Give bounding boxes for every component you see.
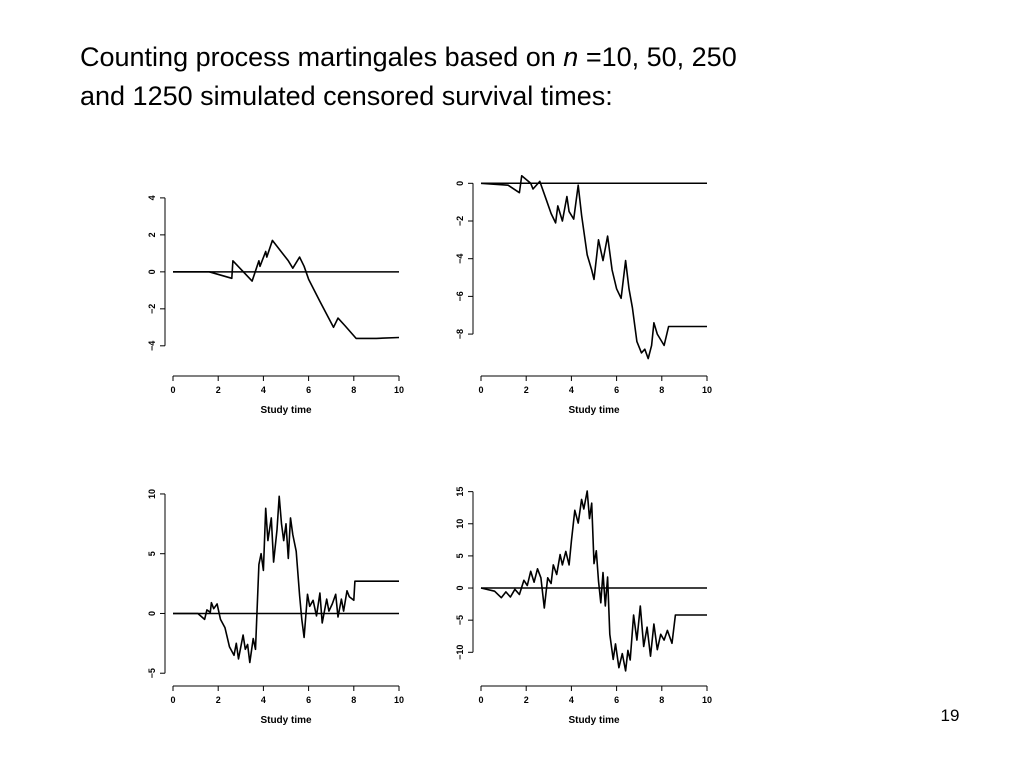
slide-title [80, 38, 960, 116]
chart-n250 [125, 470, 415, 770]
title-text-2: =10, 50, 250 [578, 42, 737, 72]
y-tick-label: −4 [147, 340, 157, 351]
x-axis-label: Study time [568, 715, 620, 726]
x-tick-label: 10 [701, 695, 713, 705]
page-number: 19 [940, 706, 960, 725]
y-tick-label: 2 [147, 232, 157, 238]
x-tick-label: 10 [701, 385, 713, 395]
y-tick-label: 0 [455, 180, 465, 186]
x-tick-label: 6 [306, 385, 312, 395]
martingale-path [173, 496, 399, 662]
y-tick-label: 0 [147, 610, 157, 616]
y-tick-label: 15 [455, 486, 465, 497]
y-tick-label: 5 [147, 551, 157, 557]
x-tick-label: 8 [351, 385, 357, 395]
x-tick-label: 10 [393, 695, 405, 705]
x-tick-label: 4 [260, 695, 266, 705]
x-tick-label: 0 [170, 385, 176, 395]
x-tick-label: 2 [215, 385, 221, 395]
martingale-path [173, 240, 399, 338]
x-tick-label: 0 [478, 385, 484, 395]
x-tick-label: 4 [568, 385, 574, 395]
chart-n10 [125, 160, 415, 460]
y-tick-label: −5 [455, 615, 465, 626]
chart-n1250 [433, 470, 723, 770]
x-tick-label: 6 [614, 695, 620, 705]
x-axis-label: Study time [260, 405, 312, 416]
x-tick-label: 4 [260, 385, 266, 395]
y-tick-label: 4 [147, 195, 157, 201]
y-tick-label: −2 [147, 303, 157, 314]
y-tick-label: −8 [455, 328, 465, 340]
x-tick-label: 0 [478, 695, 484, 705]
y-tick-label: −5 [147, 668, 157, 679]
x-tick-label: 2 [215, 695, 221, 705]
x-tick-label: 8 [659, 385, 665, 395]
y-tick-label: 0 [147, 269, 157, 275]
x-tick-label: 0 [170, 695, 176, 705]
y-tick-label: −4 [455, 253, 465, 264]
y-tick-label: 0 [455, 585, 465, 591]
x-axis-label: Study time [260, 715, 312, 726]
title-text-3: and 1250 simulated censored survival times: [80, 81, 613, 111]
x-tick-label: 10 [393, 385, 405, 395]
x-tick-label: 4 [568, 695, 574, 705]
martingale-path [481, 176, 707, 359]
x-tick-label: 2 [523, 385, 529, 395]
x-tick-label: 2 [523, 695, 529, 705]
title-variable-n: n [563, 42, 579, 72]
y-tick-label: 10 [147, 488, 157, 499]
x-tick-label: 6 [306, 695, 312, 705]
chart-n50 [433, 160, 723, 460]
title-text-1: Counting process martingales based on [80, 42, 564, 72]
y-tick-label: −2 [455, 215, 465, 227]
x-tick-label: 6 [614, 385, 620, 395]
martingale-path [481, 491, 707, 671]
y-tick-label: −10 [455, 644, 465, 660]
y-tick-label: −6 [455, 291, 465, 302]
x-tick-label: 8 [659, 695, 665, 705]
y-tick-label: 5 [455, 553, 465, 559]
x-axis-label: Study time [568, 405, 620, 416]
x-tick-label: 8 [351, 695, 357, 705]
y-tick-label: 10 [455, 518, 465, 529]
